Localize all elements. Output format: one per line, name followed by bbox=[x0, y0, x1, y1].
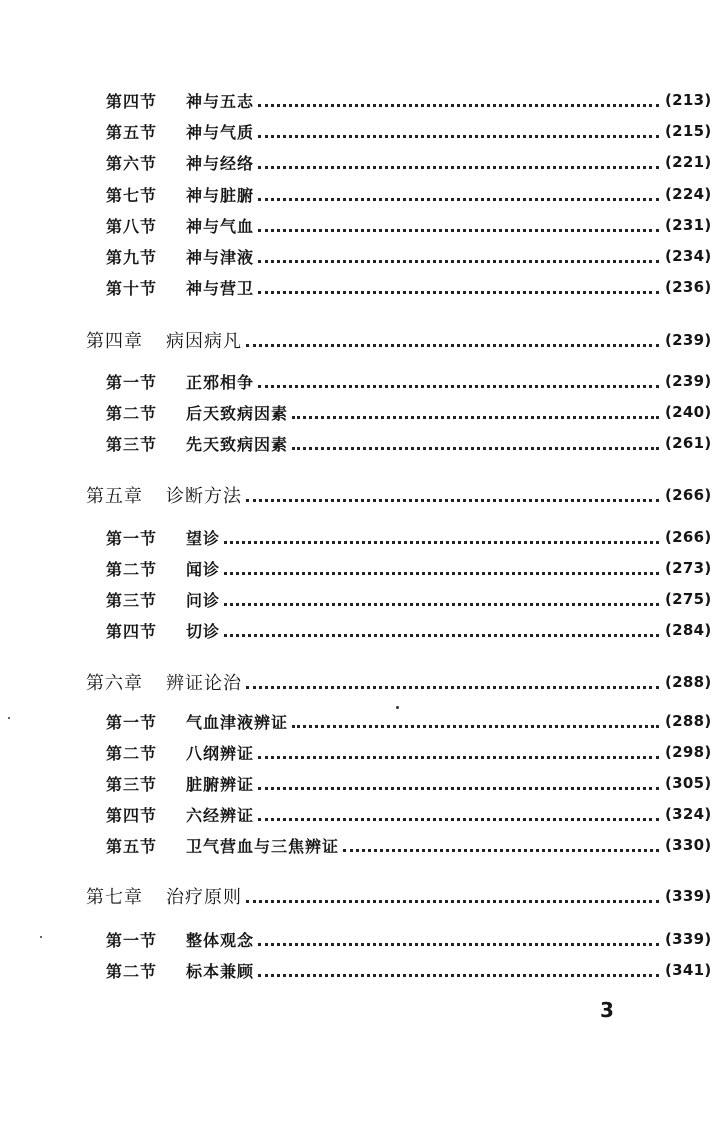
section-title: 标本兼顾 bbox=[186, 961, 255, 981]
section-title: 六经辨证 bbox=[186, 805, 255, 825]
page-number: (239) bbox=[665, 331, 712, 349]
toc-entry bbox=[0, 242, 717, 270]
section-title: 神与脏腑 bbox=[186, 185, 255, 205]
dot-leader bbox=[292, 416, 659, 419]
section-title: 整体观念 bbox=[186, 930, 255, 950]
page-number: (239) bbox=[665, 372, 712, 390]
section-title: 闻诊 bbox=[186, 559, 221, 579]
page-number: (266) bbox=[665, 528, 712, 546]
dot-leader bbox=[258, 135, 659, 138]
toc-entry bbox=[0, 585, 717, 613]
toc-entry bbox=[0, 180, 717, 208]
page-number: (275) bbox=[665, 590, 712, 608]
section-title: 神与气血 bbox=[186, 216, 255, 236]
section-number: 第五节 bbox=[106, 122, 158, 142]
chapter-title: 诊断方法 bbox=[166, 486, 242, 507]
toc-entry bbox=[0, 523, 717, 551]
page-number: (273) bbox=[665, 559, 712, 577]
dot-leader bbox=[224, 572, 659, 575]
toc-entry bbox=[0, 148, 717, 176]
dot-leader bbox=[292, 447, 659, 450]
toc-entry-label bbox=[106, 120, 254, 143]
dot-leader bbox=[258, 974, 659, 977]
dot-leader bbox=[224, 634, 659, 637]
toc-entry bbox=[0, 925, 717, 953]
chapter-number: 第四章 bbox=[86, 331, 143, 352]
dot-leader bbox=[258, 104, 659, 107]
toc-entry-label bbox=[106, 370, 254, 393]
toc-entry bbox=[0, 367, 717, 395]
toc-entry bbox=[0, 616, 717, 644]
page-number: (234) bbox=[665, 247, 712, 265]
page-number: (213) bbox=[665, 91, 712, 109]
section-title: 望诊 bbox=[186, 528, 221, 548]
section-number: 第一节 bbox=[106, 930, 158, 950]
section-number: 第三节 bbox=[106, 590, 158, 610]
section-number: 第四节 bbox=[106, 805, 158, 825]
section-title: 卫气营血与三焦辨证 bbox=[186, 836, 340, 856]
section-title: 气血津液辨证 bbox=[186, 712, 289, 732]
section-number: 第二节 bbox=[106, 403, 158, 423]
dot-leader bbox=[258, 818, 659, 821]
toc-chapter bbox=[0, 326, 717, 354]
page-number: (231) bbox=[665, 216, 712, 234]
dot-leader bbox=[258, 260, 659, 263]
section-title: 脏腑辨证 bbox=[186, 774, 255, 794]
toc-entry bbox=[0, 429, 717, 457]
toc-chapter bbox=[0, 481, 717, 509]
toc-entry-label bbox=[106, 401, 288, 424]
toc-entry-label bbox=[106, 772, 254, 795]
page-number: (339) bbox=[665, 930, 712, 948]
dot-leader bbox=[258, 756, 659, 759]
section-number: 第四节 bbox=[106, 621, 158, 641]
toc-entry-label bbox=[106, 432, 288, 455]
section-number: 第一节 bbox=[106, 712, 158, 732]
page-folio-number: 3 bbox=[600, 998, 614, 1022]
chapter-number: 第七章 bbox=[86, 887, 143, 908]
toc-entry-label bbox=[106, 214, 254, 237]
page-number: (330) bbox=[665, 836, 712, 854]
toc-entry-label bbox=[106, 741, 254, 764]
toc-entry-label bbox=[106, 89, 254, 112]
dot-leader bbox=[246, 900, 659, 903]
page-number: (288) bbox=[665, 712, 712, 730]
toc-entry-label bbox=[106, 619, 220, 642]
print-speck bbox=[40, 936, 42, 938]
toc-entry bbox=[0, 273, 717, 301]
dot-leader bbox=[258, 291, 659, 294]
page-number: (324) bbox=[665, 805, 712, 823]
section-number: 第二节 bbox=[106, 961, 158, 981]
toc-entry bbox=[0, 554, 717, 582]
toc-entry bbox=[0, 398, 717, 426]
page-number: (215) bbox=[665, 122, 712, 140]
toc-entry-label bbox=[106, 276, 254, 299]
toc-chapter bbox=[0, 668, 717, 696]
section-number: 第四节 bbox=[106, 91, 158, 111]
page-number: (236) bbox=[665, 278, 712, 296]
dot-leader bbox=[224, 541, 659, 544]
toc-entry-label bbox=[106, 710, 288, 733]
toc-entry bbox=[0, 831, 717, 859]
dot-leader bbox=[258, 166, 659, 169]
toc-entry-label bbox=[106, 557, 220, 580]
page-number: (261) bbox=[665, 434, 712, 452]
section-title: 神与津液 bbox=[186, 247, 255, 267]
section-title: 神与经络 bbox=[186, 153, 255, 173]
toc-entry-label bbox=[106, 803, 254, 826]
page-number: (288) bbox=[665, 673, 712, 691]
page-number: (240) bbox=[665, 403, 712, 421]
section-number: 第一节 bbox=[106, 372, 158, 392]
toc-entry-label bbox=[106, 151, 254, 174]
section-title: 正邪相争 bbox=[186, 372, 255, 392]
section-number: 第九节 bbox=[106, 247, 158, 267]
page-number: (224) bbox=[665, 185, 712, 203]
toc-chapter-label bbox=[86, 883, 242, 909]
section-number: 第二节 bbox=[106, 743, 158, 763]
page-number: (266) bbox=[665, 486, 712, 504]
toc-entry bbox=[0, 769, 717, 797]
toc-entry bbox=[0, 211, 717, 239]
chapter-title: 辨证论治 bbox=[166, 673, 242, 694]
section-title: 问诊 bbox=[186, 590, 221, 610]
chapter-title: 病因病凡 bbox=[166, 331, 242, 352]
toc-entry-label bbox=[106, 183, 254, 206]
chapter-number: 第五章 bbox=[86, 486, 143, 507]
dot-leader bbox=[258, 787, 659, 790]
section-number: 第三节 bbox=[106, 434, 158, 454]
chapter-number: 第六章 bbox=[86, 673, 143, 694]
toc-chapter-label bbox=[86, 669, 242, 695]
dot-leader bbox=[246, 344, 659, 347]
section-number: 第六节 bbox=[106, 153, 158, 173]
section-title: 八纲辨证 bbox=[186, 743, 255, 763]
section-title: 神与气质 bbox=[186, 122, 255, 142]
chapter-title: 治疗原则 bbox=[166, 887, 242, 908]
page-number: (298) bbox=[665, 743, 712, 761]
section-title: 先天致病因素 bbox=[186, 434, 289, 454]
toc-entry bbox=[0, 86, 717, 114]
section-title: 神与营卫 bbox=[186, 278, 255, 298]
toc-chapter bbox=[0, 882, 717, 910]
page-number: (339) bbox=[665, 887, 712, 905]
toc-entry bbox=[0, 707, 717, 735]
section-number: 第五节 bbox=[106, 836, 158, 856]
section-title: 神与五志 bbox=[186, 91, 255, 111]
section-number: 第二节 bbox=[106, 559, 158, 579]
toc-entry bbox=[0, 800, 717, 828]
toc-entry bbox=[0, 117, 717, 145]
page-number: (305) bbox=[665, 774, 712, 792]
dot-leader bbox=[246, 499, 659, 502]
toc-entry-label bbox=[106, 245, 254, 268]
print-speck bbox=[8, 717, 10, 719]
dot-leader bbox=[258, 229, 659, 232]
section-title: 后天致病因素 bbox=[186, 403, 289, 423]
page-number: (341) bbox=[665, 961, 712, 979]
toc-entry bbox=[0, 956, 717, 984]
section-number: 第一节 bbox=[106, 528, 158, 548]
dot-leader bbox=[258, 385, 659, 388]
section-title: 切诊 bbox=[186, 621, 221, 641]
toc-chapter-label bbox=[86, 327, 242, 353]
page-number: (284) bbox=[665, 621, 712, 639]
dot-leader bbox=[258, 943, 659, 946]
toc-entry bbox=[0, 738, 717, 766]
section-number: 第七节 bbox=[106, 185, 158, 205]
toc-entry-label bbox=[106, 959, 254, 982]
toc-entry-label bbox=[106, 526, 220, 549]
dot-leader bbox=[292, 725, 659, 728]
toc-chapter-label bbox=[86, 482, 242, 508]
toc-entry-label bbox=[106, 588, 220, 611]
section-number: 第十节 bbox=[106, 278, 158, 298]
section-number: 第三节 bbox=[106, 774, 158, 794]
dot-leader bbox=[224, 603, 659, 606]
toc-entry-label bbox=[106, 928, 254, 951]
section-number: 第八节 bbox=[106, 216, 158, 236]
dot-leader bbox=[343, 849, 659, 852]
dot-leader bbox=[258, 198, 659, 201]
dot-leader bbox=[246, 686, 659, 689]
toc-entry-label bbox=[106, 834, 339, 857]
page-number: (221) bbox=[665, 153, 712, 171]
print-speck bbox=[396, 706, 399, 709]
